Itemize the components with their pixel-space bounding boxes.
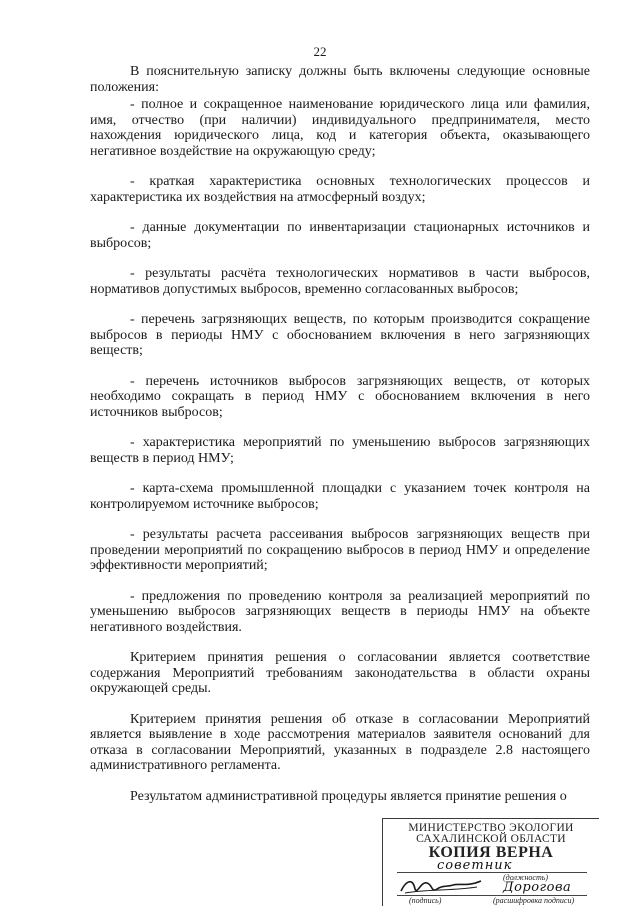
criterion-approval-paragraph: Критерием принятия решения о согласовании является соответствие содержания Мероприятий требованиям законодательства в области охраны окружающей среды. <box>90 650 590 696</box>
certified-copy-stamp <box>382 818 599 906</box>
stamp-decode-caption: (расшифровка подписи) <box>493 896 575 905</box>
criterion-refusal-paragraph: Критерием принятия решения об отказе в согласовании Мероприятий является выявление в ходе рассмотрения материалов заявителя оснований для отказа в согласовании Мероприятий, указанных в подразделе 2.8 настоящего административного регламента. <box>90 711 590 773</box>
list-item: - краткая характеристика основных технологических процессов и характеристика их воздействия на атмосферный воздух; <box>90 174 590 205</box>
list-item: - полное и сокращенное наименование юридического лица или фамилия, имя, отчество (при наличии) индивидуального предпринимателя, место нахождения юридического лица, код и категория объекта, оказывающего негативное воздействие на окружающую среду; <box>90 97 590 159</box>
list-item: - перечень загрязняющих веществ, по которым производится сокращение выбросов в периоды НМУ с обоснованием включения в него загрязняющих веществ; <box>90 312 590 358</box>
list-item: - карта-схема промышленной площадки с указанием точек контроля на контролируемом источнике выбросов; <box>90 481 590 512</box>
list-item: - результаты расчёта технологических нормативов в части выбросов, нормативов допустимых выбросов, временно согласованных выбросов; <box>90 266 590 297</box>
stamp-organization <box>383 823 599 845</box>
document-body <box>90 64 590 804</box>
stamp-signature-caption: (подпись) <box>409 896 442 905</box>
list-item: - данные документации по инвентаризации стационарных источников и выбросов; <box>90 220 590 251</box>
stamp-position-caption: (должность) <box>503 873 549 882</box>
list-item: - результаты расчета рассеивания выбросов загрязняющих веществ при проведении мероприятий по сокращению выбросов в период НМУ и определение эффективности мероприятий; <box>90 527 590 573</box>
stamp-position-line <box>397 872 587 873</box>
stamp-org-line: САХАЛИНСКОЙ ОБЛАСТИ <box>416 833 566 845</box>
stamp-org-line: МИНИСТЕРСТВО ЭКОЛОГИИ <box>408 822 574 834</box>
page-number: 22 <box>313 44 327 59</box>
stamp-copy-text: КОПИЯ ВЕРНА <box>428 844 554 861</box>
list-item: - характеристика мероприятий по уменьшению выбросов загрязняющих веществ в период НМУ; <box>90 435 590 466</box>
intro-paragraph: В пояснительную записку должны быть включены следующие основные положения: <box>90 64 590 95</box>
stamp-name-handwritten: Дорогова <box>503 880 572 895</box>
handwritten-signature <box>397 875 487 897</box>
result-paragraph: Результатом административной процедуры является принятие решения о <box>130 788 567 804</box>
list-item: - перечень источников выбросов загрязняющих веществ, от которых необходимо сокращать в период НМУ с обоснованием включения в него источников выбросов; <box>90 373 590 420</box>
list-item: - предложения по проведению контроля за реализацией мероприятий по уменьшению выбросов загрязняющих веществ в периоды НМУ на объекте негативного воздействия. <box>90 588 590 635</box>
stamp-position-handwritten: советник <box>437 858 513 873</box>
